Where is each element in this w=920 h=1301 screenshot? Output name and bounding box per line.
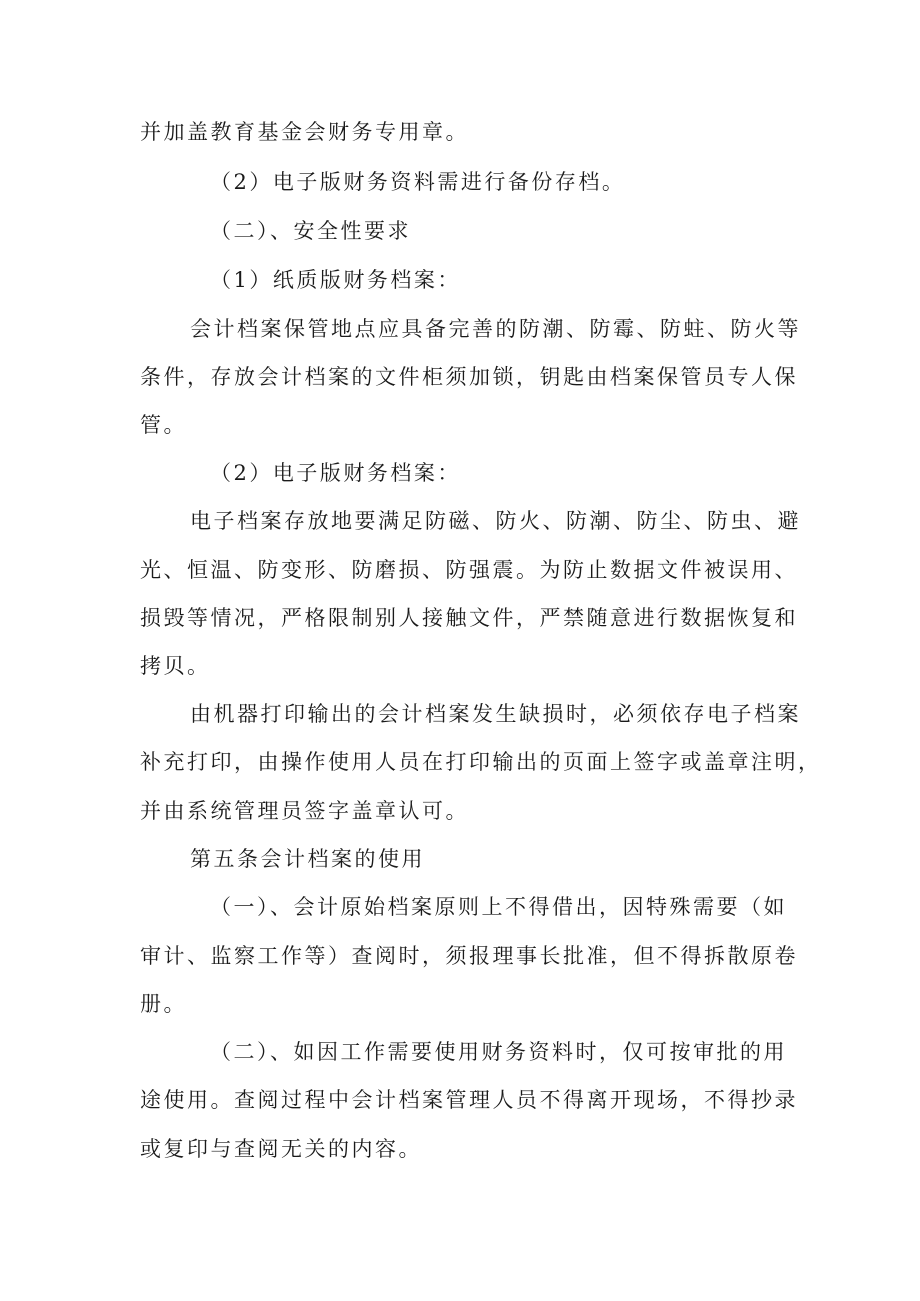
text-line: 册。 bbox=[140, 992, 187, 1016]
text-line: 补充打印，由操作使用人员在打印输出的页面上签字或盖章注明， bbox=[140, 750, 822, 774]
text-line: 并由系统管理员签字盖章认可。 bbox=[140, 799, 469, 823]
text-line: 会计档案保管地点应具备完善的防潮、防霉、防蛀、防火等 bbox=[190, 317, 801, 341]
subsection-heading: （2）电子版财务档案： bbox=[210, 461, 461, 485]
text-line: 管。 bbox=[140, 413, 187, 437]
text-line: 电子档案存放地要满足防磁、防火、防潮、防尘、防虫、避 bbox=[190, 509, 801, 533]
subsection-heading: （1）纸质版财务档案： bbox=[210, 268, 461, 292]
text-line: 由机器打印输出的会计档案发生缺损时，必须依存电子档案 bbox=[190, 702, 801, 726]
text-line: 拷贝。 bbox=[140, 654, 211, 678]
text-line: 光、恒温、防变形、防磨损、防强震。为防止数据文件被误用、 bbox=[140, 558, 798, 582]
section-heading: （二）、安全性要求 bbox=[210, 219, 411, 243]
text-line: 条件，存放会计档案的文件柜须加锁，钥匙由档案保管员专人保 bbox=[140, 365, 798, 389]
text-line: （2）电子版财务资料需进行备份存档。 bbox=[210, 170, 626, 194]
text-line: （一）、会计原始档案原则上不得借出，因特殊需要（如 bbox=[210, 895, 787, 919]
article-heading: 第五条会计档案的使用 bbox=[190, 847, 425, 871]
text-line: 损毁等情况，严格限制别人接触文件，严禁随意进行数据恢复和 bbox=[140, 606, 798, 630]
text-line: 审计、监察工作等）查阅时，须报理事长批准，但不得拆散原卷 bbox=[140, 944, 798, 968]
text-line: 并加盖教育基金会财务专用章。 bbox=[140, 120, 469, 144]
text-line: 或复印与查阅无关的内容。 bbox=[140, 1137, 422, 1161]
text-line: 途使用。查阅过程中会计档案管理人员不得离开现场，不得抄录 bbox=[140, 1088, 798, 1112]
text-line: （二）、如因工作需要使用财务资料时，仅可按审批的用 bbox=[210, 1040, 787, 1064]
